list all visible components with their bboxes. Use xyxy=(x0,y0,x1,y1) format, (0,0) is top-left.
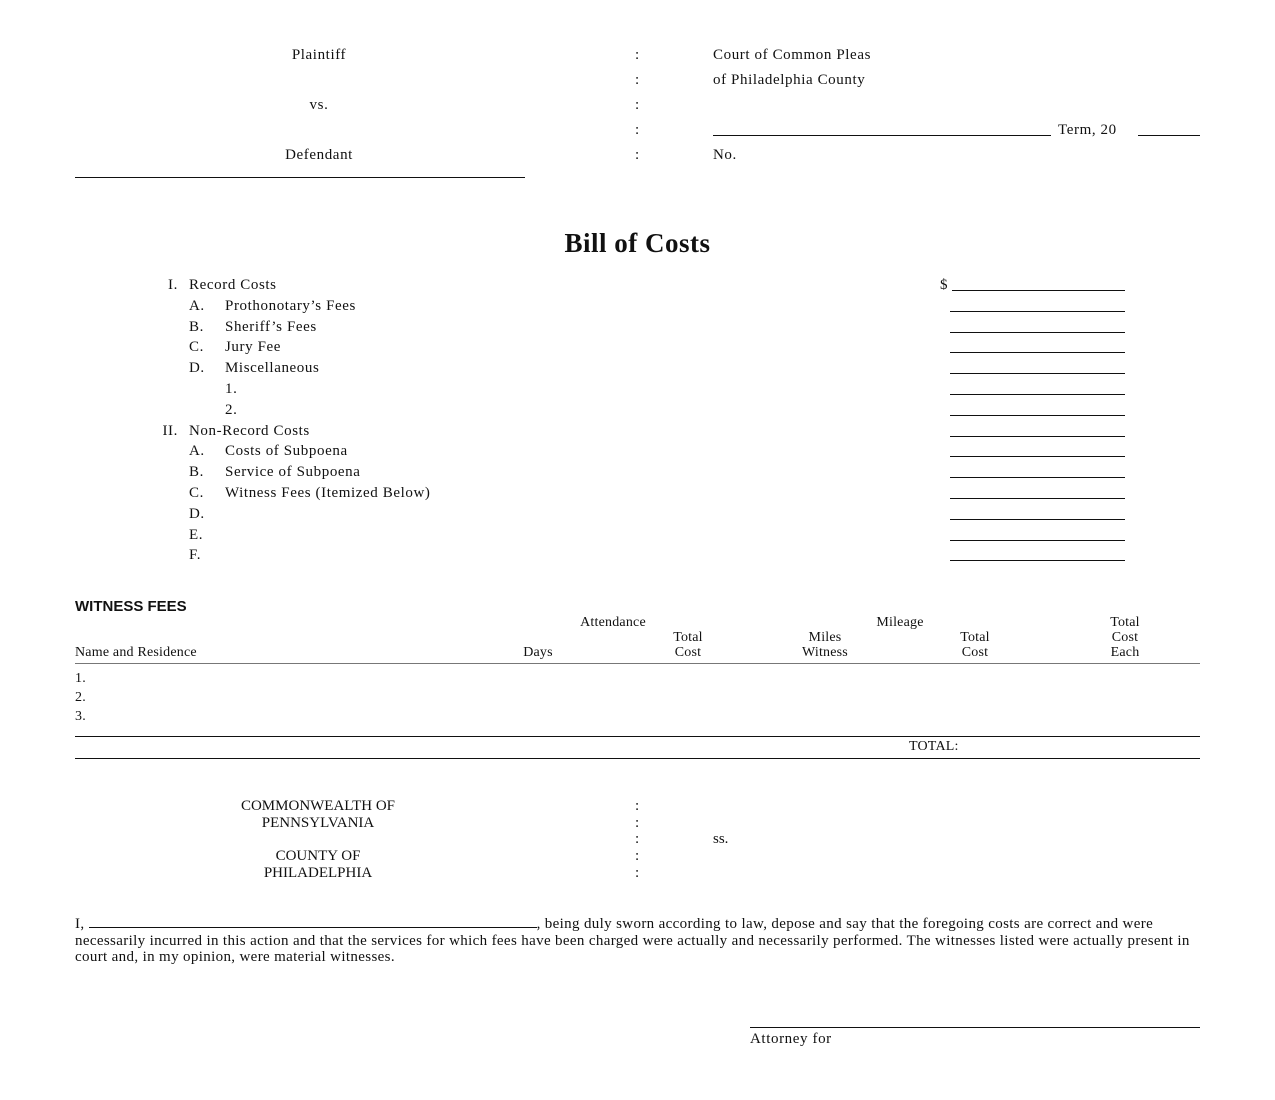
cost-item-letter: F. xyxy=(189,547,202,564)
cost-item-letter: D. xyxy=(189,505,205,522)
venue-county: COUNTY OF xyxy=(275,848,361,864)
witness-row: 2. xyxy=(75,690,86,705)
witness-row: 3. xyxy=(75,709,86,724)
cost-item-label: Non-Record Costs xyxy=(189,422,310,439)
venue-commonwealth: COMMONWEALTH OF xyxy=(240,798,396,814)
cost-item-letter: A. xyxy=(189,297,205,314)
term-field[interactable] xyxy=(713,135,1051,136)
dollar-sign: $ xyxy=(940,277,948,293)
cost-item-label: Service of Subpoena xyxy=(225,464,361,481)
col-mil-total-header: Total xyxy=(960,630,990,645)
col-days-header: Days xyxy=(523,645,553,660)
plaintiff-label: Plaintiff xyxy=(291,47,347,63)
caption-colon: : xyxy=(635,47,640,63)
cost-item-label: Prothonotary’s Fees xyxy=(225,297,356,314)
case-number-label: No. xyxy=(713,147,737,163)
term-label: Term, 20 xyxy=(1058,122,1117,138)
term-year-field[interactable] xyxy=(1138,135,1200,136)
cost-item-label: Witness Fees (Itemized Below) xyxy=(225,485,431,501)
col-each-header: Cost xyxy=(1111,630,1139,645)
cost-amount-field[interactable] xyxy=(950,519,1125,520)
cost-amount-field[interactable] xyxy=(950,352,1125,353)
caption-divider xyxy=(75,177,525,178)
cost-item-label: Jury Fee xyxy=(225,339,282,356)
cost-amount-field[interactable] xyxy=(952,290,1125,291)
cost-item-numeral: II. xyxy=(162,422,178,439)
venue-state: PENNSYLVANIA xyxy=(261,815,375,831)
cost-amount-field[interactable] xyxy=(950,456,1125,457)
caption-colon: : xyxy=(635,122,640,138)
caption-colon: : xyxy=(635,97,640,113)
cost-item-label: Sheriff’s Fees xyxy=(225,318,317,335)
table-divider xyxy=(75,736,1200,737)
cost-item-letter: D. xyxy=(189,360,205,377)
venue-county-name: PHILADELPHIA xyxy=(263,865,373,881)
cost-amount-field[interactable] xyxy=(950,540,1125,541)
signature-line[interactable] xyxy=(750,1027,1200,1028)
cost-amount-field[interactable] xyxy=(950,373,1125,374)
cost-amount-field[interactable] xyxy=(950,477,1125,478)
cost-item-letter: C. xyxy=(189,339,204,356)
venue-ss: ss. xyxy=(713,831,729,847)
vs-label: vs. xyxy=(309,97,329,113)
court-county: of Philadelphia County xyxy=(713,72,866,88)
caption-colon: : xyxy=(635,147,640,163)
col-att-total-header: Total xyxy=(673,630,703,645)
page-title: Bill of Costs xyxy=(564,228,711,258)
venue-colon: : xyxy=(635,798,640,814)
col-each-header: Total xyxy=(1110,615,1140,630)
cost-item-letter: A. xyxy=(189,443,205,460)
attendance-header: Attendance xyxy=(580,615,646,630)
affidavit-prefix: I, xyxy=(75,916,85,932)
witness-row: 1. xyxy=(75,671,86,686)
cost-item-label: Costs of Subpoena xyxy=(225,443,348,460)
cost-item-label: Record Costs xyxy=(189,277,277,293)
cost-item-letter: C. xyxy=(189,485,204,501)
affiant-name-field[interactable] xyxy=(89,915,537,928)
cost-amount-field[interactable] xyxy=(950,394,1125,395)
cost-amount-field[interactable] xyxy=(950,415,1125,416)
cost-amount-field[interactable] xyxy=(950,436,1125,437)
table-bottom-divider xyxy=(75,758,1200,759)
venue-colon: : xyxy=(635,815,640,831)
cost-item-label: 2. xyxy=(225,401,238,418)
court-name: Court of Common Pleas xyxy=(713,47,872,63)
cost-amount-field[interactable] xyxy=(950,560,1125,561)
caption-colon: : xyxy=(635,72,640,88)
col-mil-total-header: Cost xyxy=(961,645,989,660)
cost-item-letter: B. xyxy=(189,464,204,481)
witness-fees-heading: WITNESS FEES xyxy=(75,598,187,615)
cost-item-letter: B. xyxy=(189,318,204,335)
cost-amount-field[interactable] xyxy=(950,332,1125,333)
affidavit-paragraph xyxy=(75,915,1205,966)
defendant-label: Defendant xyxy=(285,147,353,163)
cost-amount-field[interactable] xyxy=(950,311,1125,312)
col-miles-header: Witness xyxy=(802,645,848,660)
mileage-header: Mileage xyxy=(876,615,924,630)
col-name-header: Name and Residence xyxy=(75,645,197,660)
venue-colon: : xyxy=(635,831,640,847)
cost-item-numeral: I. xyxy=(168,277,178,293)
cost-item-label: Miscellaneous xyxy=(225,360,320,377)
attorney-for-label: Attorney for xyxy=(750,1031,832,1047)
venue-colon: : xyxy=(635,865,640,881)
venue-colon: : xyxy=(635,848,640,864)
cost-item-letter: E. xyxy=(189,526,204,543)
affidavit-text: , being duly sworn according to law, depose and say that the foregoing costs are correct and were necessarily incurred in this action and that the services for which fees have been charged were actually and necessarily performed. The witnesses listed were actually present in court and, in my opinion, were material witnesses. xyxy=(75,916,1190,965)
col-each-header: Each xyxy=(1110,645,1140,660)
col-miles-header: Miles xyxy=(808,630,842,645)
cost-item-label: 1. xyxy=(225,381,238,397)
col-att-total-header: Cost xyxy=(674,645,702,660)
table-header-divider xyxy=(75,663,1200,664)
total-label: TOTAL: xyxy=(909,739,959,754)
cost-amount-field[interactable] xyxy=(950,498,1125,499)
